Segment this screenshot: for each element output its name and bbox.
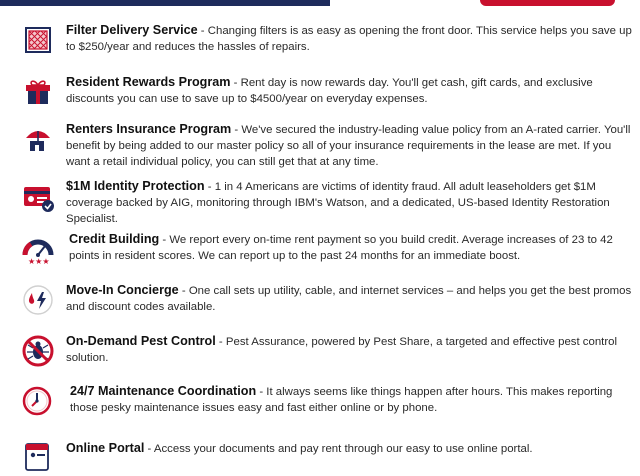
service-title: $1M Identity Protection [66,179,205,193]
identity-card-icon [20,178,56,214]
service-description: We report every on-time rent payment so you build credit. Average increases of 23 to 42 points in resident scores. We can report up to the past 24 months for an immediate boost. [69,234,613,262]
title-separator: - [200,25,208,37]
title-separator: - [218,336,226,348]
service-description: One call sets up utility, cable, and internet services – and helps you get the best promos and discount codes available. [66,285,632,313]
service-description: Rent day is now rewards day. You'll get cash, gift cards, and exclusive discounts you can use to save up to $4500/year on everyday expenses. [66,77,593,105]
clock-icon [20,383,56,419]
service-description: Pest Assurance, powered by Pest Share, a targeted and effective pest control solution. [66,336,617,364]
service-title: On-Demand Pest Control [66,334,216,348]
service-title: Move-In Concierge [66,283,179,297]
no-pest-icon [20,333,56,369]
title-separator: - [259,386,267,398]
title-separator: - [162,234,170,246]
service-title: 24/7 Maintenance Coordination [70,384,257,398]
header-navy-band [0,0,330,6]
title-separator: - [147,443,154,455]
title-separator: - [234,124,242,136]
service-title: Credit Building [69,232,160,246]
header-bar [0,0,640,6]
header-red-tab [480,0,615,6]
gift-icon [20,74,56,110]
title-separator: - [207,181,215,193]
service-description: It always seems like things happen after hours. This makes reporting those pesky maintenance issues easy and fast either online or by phone. [70,386,613,414]
title-separator: - [233,77,241,89]
service-description: Changing filters is as easy as opening the front door. This service helps you save up to $250/year and reduces the hassles of repairs. [66,25,632,53]
service-title: Resident Rewards Program [66,75,231,89]
svg-text:★★★: ★★★ [28,257,50,266]
service-description: 1 in 4 Americans are victims of identity fraud. All adult leaseholders get $1M coverage backed by AIG, monitoring through IBM's Watson, and a dedicated, US-based Identity Restoration Specialist. [66,181,610,225]
service-title: Renters Insurance Program [66,122,232,136]
service-title: Filter Delivery Service [66,23,198,37]
filter-icon [20,22,56,58]
umbrella-house-icon [20,121,56,157]
portal-icon [20,440,56,476]
credit-gauge-icon [20,231,56,267]
service-description: We've secured the industry-leading value policy from an A-rated carrier. You'll benefit by being added to our master policy so all of your insurance requirements in the lease are met. If you want a retail individual policy, you can still get that at any time. [66,124,631,168]
service-description: Access your documents and pay rent through our easy to use online portal. [153,443,533,455]
service-title: Online Portal [66,441,145,455]
title-separator: - [181,285,189,297]
utilities-icon [20,282,56,318]
